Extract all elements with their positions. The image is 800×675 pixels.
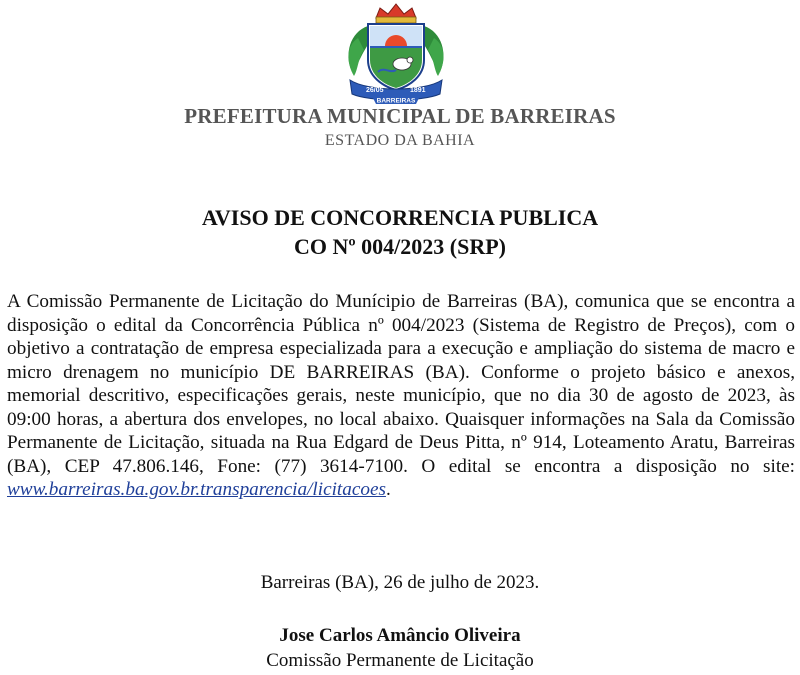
notice-number: CO Nº 004/2023 (SRP) <box>294 234 506 259</box>
crest-date-left: 26/05 <box>366 87 384 94</box>
edital-link[interactable]: www.barreiras.ba.gov.br.transparencia/licitacoes <box>7 479 386 500</box>
organization-state: ESTADO DA BAHIA <box>324 132 476 149</box>
notice-body-text: A Comissão Permanente de Licitação do Munícipio de Barreiras (BA), comunica que se encontra a disposição o edital da Concorrência Pública nº 004/2023 (Sistema de Registro de Preços), com o objetivo a contratação de empresa especializada para a execução e ampliação do sistema de macro e micro drenagem no município DE BARREIRAS (BA). Conforme o projeto básico e anexos, memorial descritivo, especificações gerais, neste município, que no dia 30 de agosto de 2023, às 09:00 horas, a abertura dos envelopes, no local abaixo. Quaisquer informações na Sala da Comissão Permanente de Licitação, situada na Rua Edgard de Deus Pitta, nº 914, Loteamento Aratu, Barreiras (BA), CEP 47.806.146, Fone: (77) 3614-7100. O edital se encontra a disposição no site: <box>7 291 795 477</box>
notice-body-end: . <box>385 479 391 500</box>
notice-title: AVISO DE CONCORRENCIA PUBLICA <box>201 205 599 230</box>
coat-of-arms-icon <box>328 2 464 106</box>
municipal-crest <box>328 2 464 106</box>
crest-date-right: 1891 <box>410 87 426 94</box>
date-line: Barreiras (BA), 26 de julho de 2023. <box>260 572 540 593</box>
signer-role: Comissão Permanente de Licitação <box>266 650 534 671</box>
organization-name: PREFEITURA MUNICIPAL DE BARREIRAS <box>184 104 616 128</box>
crest-banner-text: BARREIRAS <box>376 97 416 105</box>
notice-body <box>7 290 795 502</box>
signer-name: Jose Carlos Amâncio Oliveira <box>279 625 521 646</box>
